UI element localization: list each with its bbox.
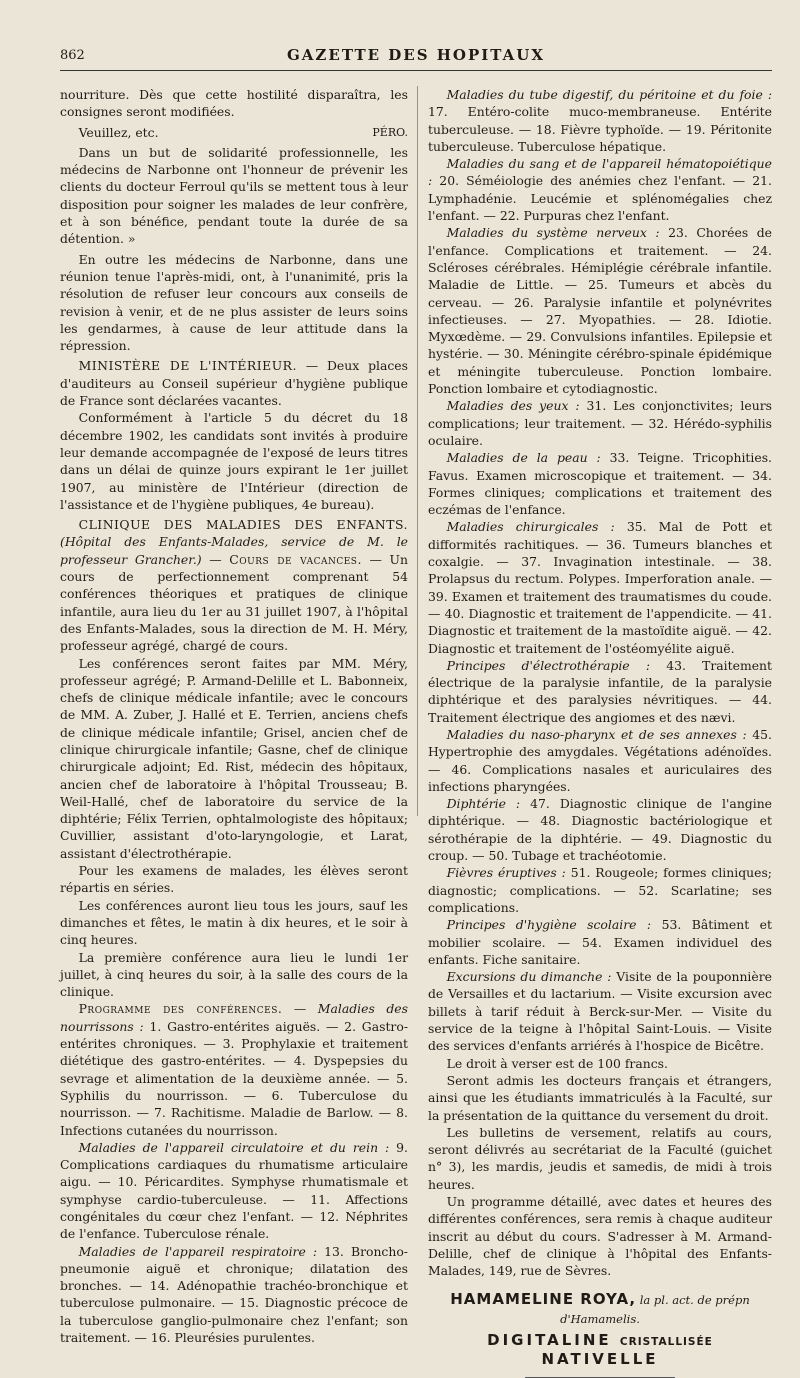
- ad-description: la pl. act. de prépn d'Hamamelis.: [560, 1293, 750, 1326]
- paragraph-text: Visite de la pouponnière de Versailles et du lactarium. — Visite excursion avec billets à tarif réduit à Berck-sur-Mer. — Visite du service de la teigne à l'hôpital Saint-Louis. — Visite des services d'enfants arriérés à l'hospice de Bicêtre.: [428, 969, 772, 1054]
- paragraph: [428, 397, 772, 449]
- paragraph: [428, 968, 772, 1054]
- paragraph: nourriture. Dès que cette hostilité disparaîtra, les consignes seront modifiées.: [60, 87, 408, 120]
- italic-text: Maladies du sang et de l'appareil hématopoiétique :: [428, 156, 772, 189]
- section-heading: CLINIQUE DES MALADIES DES ENFANTS.: [78, 517, 408, 533]
- paragraph: [60, 1139, 408, 1243]
- paragraph: Le droit à verser est de 100 francs.: [446, 1055, 668, 1071]
- paragraph-text: 53. Bâtiment et mobilier scolaire. — 54. Examen individuel des enfants. Fiche sanitaire.: [428, 917, 772, 967]
- paragraph-text: 45. Hypertrophie des amygdales. Végétations adénoïdes. — 46. Complications nasales et auriculaires des infections pharyngées.: [428, 726, 772, 794]
- italic-text: Fièvres éruptives :: [446, 865, 566, 881]
- paragraph: Les conférences auront lieu tous les jours, sauf les dimanches et fêtes, le matin à dix heures, et le soir à cinq heures.: [60, 897, 408, 948]
- signature: PÉRO.: [372, 125, 408, 139]
- column-rule: [417, 86, 418, 816]
- italic-text: Maladies de l'appareil respiratoire :: [78, 1243, 318, 1259]
- ad-line-digitaline: [428, 1332, 772, 1369]
- paragraph-text: 9. Complications cardiaques du rhumatisme articulaire aigu. — 10. Péricardites. Symphyse rhumatismale et symphyse cardio-tuberculeuse. — 11. Affections congénitales du cœur chez l'enfant. — 12. Néphrites de l'enfance. Tuberculose rénale.: [60, 1139, 408, 1242]
- italic-text: Maladies chirurgicales :: [446, 519, 615, 535]
- ad-word: NATIVELLE: [541, 1350, 659, 1369]
- page-header: [60, 44, 772, 71]
- closing-line: [60, 124, 408, 141]
- paragraph: [60, 516, 408, 654]
- paragraph: Les bulletins de versement, relatifs au cours, seront délivrés au secrétariat de la Faculté (guichet n° 3), les mardis, jeudis et samedis, de midi à trois heures.: [428, 1124, 772, 1192]
- ad-word: DIGITALINE: [487, 1331, 620, 1350]
- italic-text: (Hôpital des Enfants-Malades, service de M. le professeur Grancher.): [60, 534, 408, 567]
- paragraph: [428, 916, 772, 968]
- paragraph-text: — Deux places d'auditeurs au Conseil supérieur d'hygiène publique de France sont déclarées vacantes.: [60, 358, 408, 409]
- italic-text: Principes d'électrothérapie :: [446, 657, 650, 673]
- italic-text: Maladies de la peau :: [446, 450, 601, 466]
- paragraph: En outre les médecins de Narbonne, dans une réunion tenue l'après-midi, ont, à l'unanimité, pris la résolution de refuser leur concours aux conseils de revision à venir, et de ne plus assister de leurs soins les gendarmes, à cause de leur attitude dans la répression.: [60, 251, 408, 354]
- italic-text: Maladies du système nerveux :: [446, 225, 660, 241]
- paragraph: [428, 224, 772, 397]
- paragraph-text: 47. Diagnostic clinique de l'angine diphtérique. — 48. Diagnostic bactériologique et sérothérapie de la diphtérie. — 49. Diagnostic du croup. — 50. Tubage et trachéotomie.: [428, 796, 773, 864]
- paragraph: [428, 726, 772, 795]
- ad-brand: HAMAMELINE ROYA,: [450, 1290, 637, 1309]
- paragraph: Un programme détaillé, avec dates et heures des différentes conférences, sera remis à chaque auditeur inscrit au début du cours. S'adresser à M. Armand-Delille, chef de clinique à l'hôpital des Enfants-Malades, 149, rue de Sèvres.: [428, 1194, 772, 1279]
- smallcaps-text: Cours de vacances.: [229, 551, 362, 567]
- section-heading: MINISTÈRE DE L'INTÉRIEUR.: [78, 358, 297, 374]
- italic-text: Maladies des yeux :: [446, 398, 580, 414]
- italic-text: — Maladies des nourrissons :: [60, 1001, 408, 1034]
- ad-word-small: CRISTALLISÉE: [619, 1336, 713, 1349]
- left-column: [60, 86, 408, 1346]
- paragraph: [428, 518, 772, 656]
- italic-text: Maladies du naso-pharynx et de ses annexes :: [446, 726, 747, 742]
- paragraph-text: 1. Gastro-entérites aiguës. — 2. Gastro-entérites chroniques. — 3. Prophylaxie et traitement diététique des gastro-entérites. — 4. Dyspepsies du sevrage et alimentation de la deuxième année. — 5. Syphilis du nourrisson. — 6. Tuberculose du nourrisson. — 7. Rachitisme. Maladie de Barlow. — 8. Infections cutanées du nourrisson.: [60, 1018, 408, 1138]
- italic-text: Diphtérie :: [446, 796, 521, 812]
- closing-text: Veuillez, etc.: [78, 124, 159, 140]
- right-column: [428, 86, 772, 1378]
- paragraph: [60, 1000, 408, 1138]
- dash: —: [201, 551, 230, 567]
- paragraph: [60, 1243, 408, 1347]
- italic-text: Maladies du tube digestif, du péritoine et du foie :: [446, 87, 772, 102]
- paragraph: Seront admis les docteurs français et étrangers, ainsi que les étudiants immatriculés à la Faculté, sur la présentation de la quittance du versement du droit.: [428, 1072, 772, 1123]
- italic-text: Excursions du dimanche :: [446, 969, 612, 985]
- paragraph: [428, 864, 772, 916]
- paragraph: Les conférences seront faites par MM. Méry, professeur agrégé; P. Armand-Delille et L. Babonneix, chefs de clinique médicale infantile; avec le concours de MM. A. Zuber, J. Hallé et E. Terrien, anciens chefs de clinique médicale infantile; Grisel, ancien chef de clinique chirurgicale infantile; Gasne, chef de clinique chirurgicale adjoint; Ed. Rist, médecin des hôpitaux, ancien chef de laboratoire à l'hôpital Trousseau; B. Weil-Hallé, chef de laboratoire du service de la diphtérie; Félix Terrien, ophtalmologiste des hôpitaux; Cuvillier, assistant d'oto-laryngologie, et Larat, assistant d'électrothérapie.: [60, 655, 408, 861]
- paragraph-text: 51. Rougeole; formes cliniques; diagnostic; complications. — 52. Scarlatine; ses complications.: [428, 865, 772, 915]
- section-heading: Programme des conférences.: [78, 1001, 283, 1017]
- paragraph: Pour les examens de malades, les élèves seront répartis en séries.: [60, 863, 408, 896]
- journal-title: GAZETTE DES HOPITAUX: [286, 46, 545, 64]
- paragraph: Dans un but de solidarité professionnelle, les médecins de Narbonne ont l'honneur de prévenir les clients du docteur Ferroul qu'ils se mettent tous à leur disposition pour soigner les malades de leur confrère, et à son bénéfice, pendant toute la durée de sa détention. »: [60, 144, 408, 247]
- paragraph-text: 43. Traitement électrique de la paralysie infantile, de la paralysie diphtérique et des paralysies névritiques. — 44. Traitement électrique des angiomes et des nævi.: [428, 657, 772, 725]
- paragraph: [428, 449, 772, 518]
- paragraph-text: 13. Broncho-pneumonie aiguë et chronique; dilatation des bronches. — 14. Adénopathie trachéo-bronchique et tuberculose pulmonaire. — 15. Diagnostic précoce de la tuberculose ganglio-pulmonaire chez l'enfant; son traitement. — 16. Pleurésies purulentes.: [60, 1243, 408, 1346]
- paragraph-text: 31. Les conjonctivites; leurs complications; leur traitement. — 32. Hérédo-syphilis oculaire.: [428, 398, 772, 448]
- paragraph: [428, 657, 772, 726]
- paragraph-text: 33. Teigne. Tricophities. Favus. Examen microscopique et traitement. — 34. Formes cliniques; complications et traitement des eczémas de l'enfance.: [428, 450, 772, 518]
- paragraph-text: — Un cours de perfectionnement comprenant 54 conférences théoriques et pratiques de clinique infantile, aura lieu du 1er au 31 juillet 1907, à l'hôpital des Enfants-Malades, sous la direction de M. H. Méry, professeur agrégé, chargé de cours.: [60, 551, 408, 654]
- italic-text: Maladies de l'appareil circulatoire et du rein :: [78, 1139, 390, 1155]
- paragraph: [60, 357, 408, 409]
- paragraph: [428, 155, 772, 224]
- advertisement: [428, 1291, 772, 1377]
- paragraph-text: 23. Chorées de l'enfance. Complications et traitement. — 24. Scléroses cérébrales. Hémiplégie cérébrale infantile. Maladie de Little. — 25. Tumeurs et abcès du cerveau. — 26. Paralysie infantile et polynévrites infectieuses. — 27. Myopathies. — 28. Idiotie. Myxœdème. — 29. Convulsions infantiles. Epilepsie et hystérie. — 30. Méningite cérébro-spinale épidémique et méningite tuberculeuse. Ponction lombaire. Ponction lombaire et cytodiagnostic.: [428, 225, 773, 397]
- paragraph-text: 17. Entéro-colite muco-membraneuse. Entérite tuberculeuse. — 18. Fièvre typhoïde. — 19. Péritonite tuberculeuse. Tuberculose hépatique.: [428, 104, 772, 154]
- paragraph: [428, 86, 772, 155]
- paragraph-text: 35. Mal de Pott et difformités rachitiques. — 36. Tumeurs blanches et coxalgie. — 37. Invagination intestinale. — 38. Prolapsus du rectum. Polypes. Imperforation anale. — 39. Examen et traitement des traumatismes du coude. — 40. Diagnostic et traitement de l'appendicite. — 41. Diagnostic et traitement de la mastoïdite aiguë. — 42. Diagnostic et traitement de l'ostéomyélite aiguë.: [428, 519, 772, 656]
- paragraph: [428, 795, 772, 864]
- ad-line-hamameline: [428, 1291, 772, 1328]
- paragraph: La première conférence aura lieu le lundi 1er juillet, à cinq heures du soir, à la salle des cours de la clinique.: [60, 949, 408, 1000]
- italic-text: Principes d'hygiène scolaire :: [446, 917, 652, 933]
- page-number: 862: [60, 48, 85, 63]
- paragraph: Conformément à l'article 5 du décret du 18 décembre 1902, les candidats sont invités à produire leur demande accompagnée de l'exposé de leurs titres dans un délai de quinze jours expirant le 1er juillet 1907, au ministère de l'Intérieur (direction de l'assistance et de l'hygiène publiques, 4e bureau).: [60, 410, 408, 512]
- paragraph-text: 20. Séméiologie des anémies chez l'enfant. — 21. Lymphadénie. Leucémie et splénomégalies chez l'enfant. — 22. Purpuras chez l'enfant.: [428, 173, 772, 224]
